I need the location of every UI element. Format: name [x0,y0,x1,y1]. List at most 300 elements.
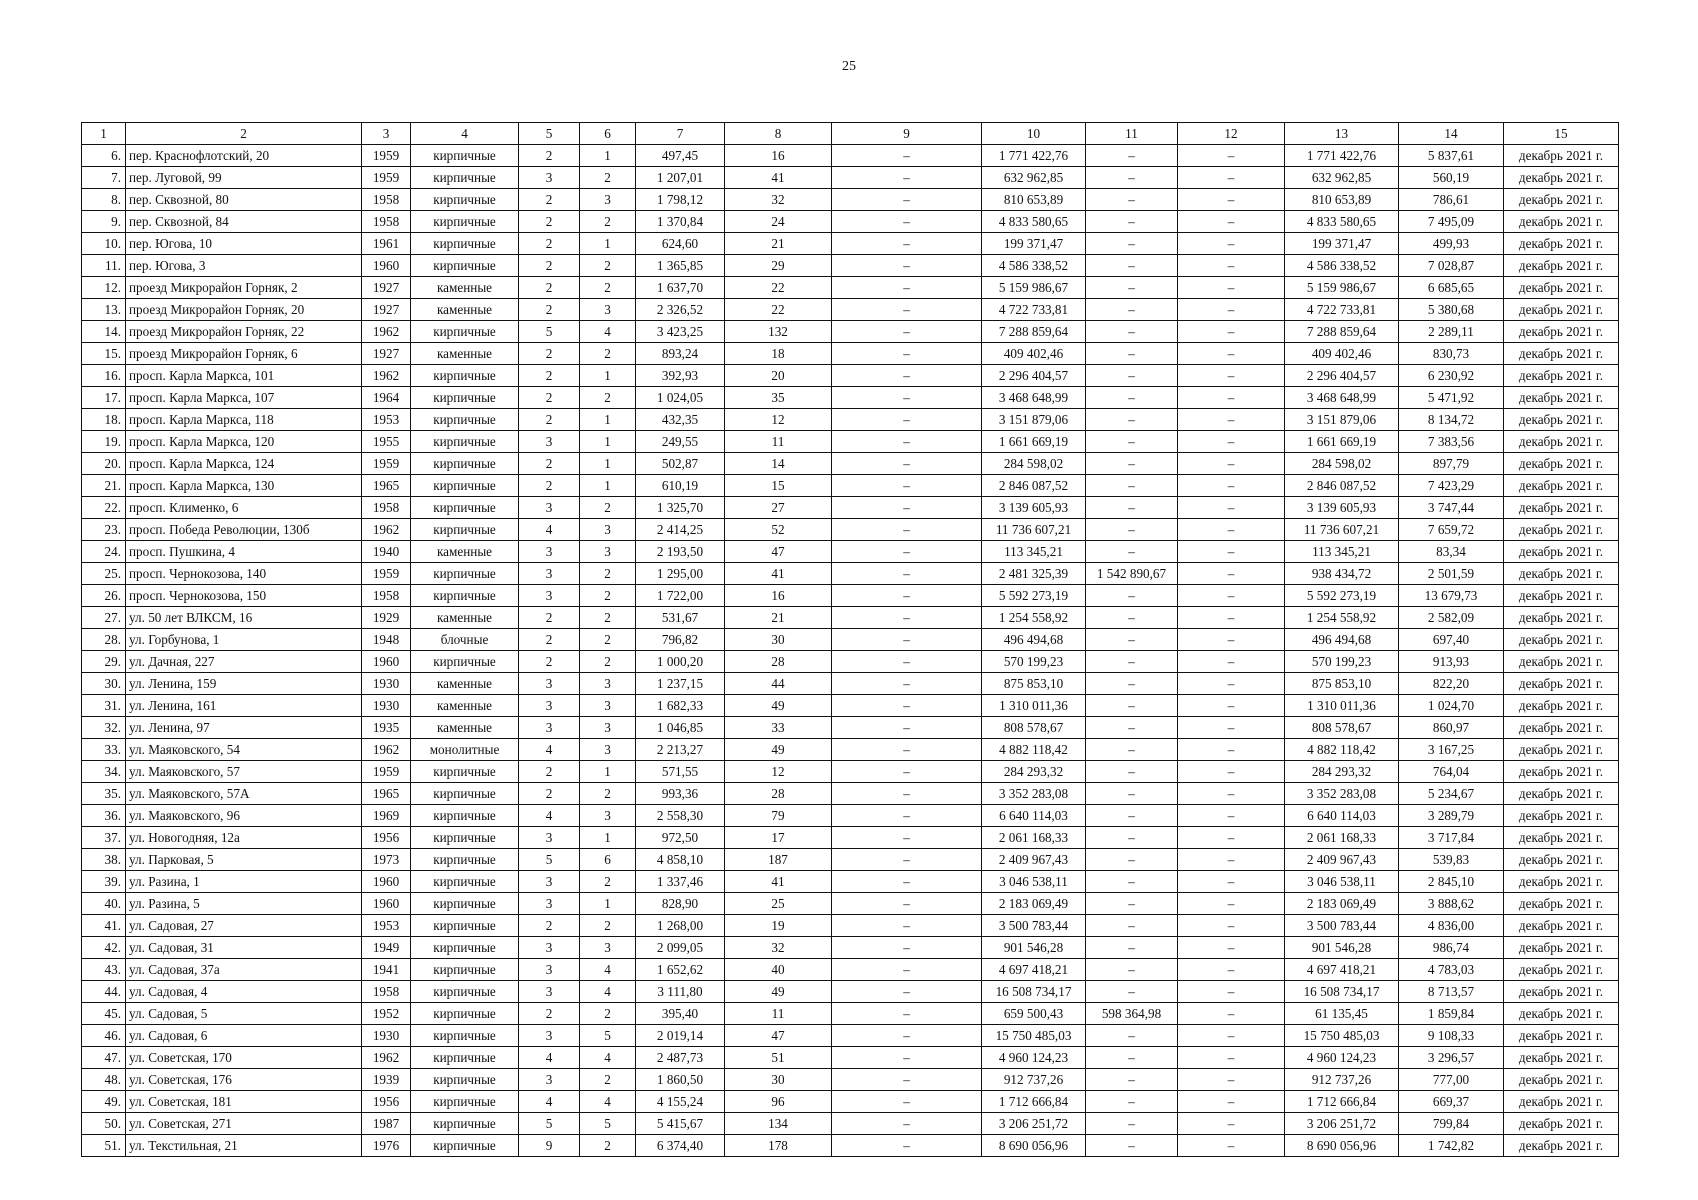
page-number: 25 [842,59,856,74]
table-row [82,849,1619,871]
cell-row-number: 7. [82,167,126,189]
cell-col-12: – [1178,761,1285,783]
cell-col-13: 284 598,02 [1285,453,1399,475]
cell-col-9: – [832,277,982,299]
table-row [82,299,1619,321]
cell-entrances: 6 [580,849,636,871]
cell-row-number: 20. [82,453,126,475]
cell-col-14: 860,97 [1399,717,1504,739]
cell-address: ул. Маяковского, 54 [126,739,362,761]
cell-col-11: – [1086,475,1178,497]
cell-floors: 2 [519,453,580,475]
cell-col-9: – [832,805,982,827]
cell-deadline: декабрь 2021 г. [1504,783,1619,805]
cell-col-11: – [1086,409,1178,431]
cell-area: 4 155,24 [636,1091,725,1113]
cell-col-11: – [1086,871,1178,893]
cell-col-10: 875 853,10 [982,673,1086,695]
cell-wall-material: кирпичные [411,519,519,541]
table-row [82,255,1619,277]
cell-row-number: 24. [82,541,126,563]
table-row [82,893,1619,915]
cell-row-number: 30. [82,673,126,695]
cell-wall-material: кирпичные [411,651,519,673]
cell-address: ул. Садовая, 4 [126,981,362,1003]
cell-address: просп. Чернокозова, 140 [126,563,362,585]
cell-entrances: 3 [580,717,636,739]
cell-col-11: – [1086,717,1178,739]
cell-entrances: 2 [580,607,636,629]
cell-col-13: 8 690 056,96 [1285,1135,1399,1157]
cell-col-14: 1 859,84 [1399,1003,1504,1025]
cell-col-12: – [1178,915,1285,937]
cell-entrances: 2 [580,629,636,651]
cell-row-number: 17. [82,387,126,409]
cell-col-13: 632 962,85 [1285,167,1399,189]
table-row [82,783,1619,805]
cell-year-built: 1965 [362,783,411,805]
cell-address: ул. Советская, 181 [126,1091,362,1113]
cell-row-number: 37. [82,827,126,849]
cell-col-9: – [832,783,982,805]
cell-col-11: – [1086,783,1178,805]
cell-col-11: – [1086,1091,1178,1113]
cell-floors: 4 [519,805,580,827]
cell-residents: 11 [725,431,832,453]
cell-col-10: 901 546,28 [982,937,1086,959]
cell-floors: 3 [519,871,580,893]
cell-col-12: – [1178,585,1285,607]
cell-col-14: 5 471,92 [1399,387,1504,409]
cell-deadline: декабрь 2021 г. [1504,1047,1619,1069]
cell-entrances: 3 [580,937,636,959]
cell-year-built: 1953 [362,409,411,431]
table-row [82,233,1619,255]
cell-residents: 51 [725,1047,832,1069]
cell-col-9: – [832,475,982,497]
cell-area: 2 099,05 [636,937,725,959]
cell-year-built: 1958 [362,497,411,519]
cell-col-11: – [1086,167,1178,189]
cell-col-10: 15 750 485,03 [982,1025,1086,1047]
cell-col-14: 3 289,79 [1399,805,1504,827]
cell-deadline: декабрь 2021 г. [1504,1003,1619,1025]
cell-area: 624,60 [636,233,725,255]
cell-col-12: – [1178,607,1285,629]
cell-wall-material: кирпичные [411,1113,519,1135]
cell-deadline: декабрь 2021 г. [1504,805,1619,827]
cell-year-built: 1969 [362,805,411,827]
cell-col-13: 409 402,46 [1285,343,1399,365]
cell-col-14: 764,04 [1399,761,1504,783]
cell-residents: 52 [725,519,832,541]
cell-address: просп. Победа Революции, 130б [126,519,362,541]
cell-entrances: 1 [580,409,636,431]
cell-area: 1 000,20 [636,651,725,673]
cell-col-10: 1 661 669,19 [982,431,1086,453]
table-row [82,937,1619,959]
cell-entrances: 1 [580,233,636,255]
cell-col-10: 4 882 118,42 [982,739,1086,761]
cell-residents: 33 [725,717,832,739]
cell-wall-material: кирпичные [411,233,519,255]
cell-deadline: декабрь 2021 г. [1504,497,1619,519]
cell-col-9: – [832,519,982,541]
cell-col-12: – [1178,145,1285,167]
cell-wall-material: кирпичные [411,365,519,387]
cell-entrances: 2 [580,387,636,409]
cell-entrances: 2 [580,651,636,673]
cell-residents: 49 [725,739,832,761]
cell-year-built: 1939 [362,1069,411,1091]
cell-address: проезд Микрорайон Горняк, 6 [126,343,362,365]
column-header-14: 14 [1399,123,1504,145]
table-row [82,365,1619,387]
cell-col-13: 2 846 087,52 [1285,475,1399,497]
cell-residents: 28 [725,651,832,673]
cell-wall-material: блочные [411,629,519,651]
cell-wall-material: кирпичные [411,585,519,607]
cell-wall-material: кирпичные [411,387,519,409]
cell-deadline: декабрь 2021 г. [1504,321,1619,343]
cell-row-number: 43. [82,959,126,981]
cell-col-9: – [832,761,982,783]
cell-col-14: 897,79 [1399,453,1504,475]
cell-col-9: – [832,827,982,849]
cell-col-10: 2 183 069,49 [982,893,1086,915]
cell-year-built: 1962 [362,519,411,541]
cell-col-10: 632 962,85 [982,167,1086,189]
cell-col-12: – [1178,343,1285,365]
cell-row-number: 45. [82,1003,126,1025]
cell-col-9: – [832,849,982,871]
cell-col-11: – [1086,365,1178,387]
cell-address: ул. Советская, 170 [126,1047,362,1069]
cell-wall-material: кирпичные [411,937,519,959]
cell-col-13: 4 833 580,65 [1285,211,1399,233]
cell-col-14: 3 747,44 [1399,497,1504,519]
cell-row-number: 18. [82,409,126,431]
cell-col-12: – [1178,211,1285,233]
cell-entrances: 5 [580,1113,636,1135]
cell-col-14: 499,93 [1399,233,1504,255]
cell-address: ул. Ленина, 161 [126,695,362,717]
cell-area: 2 213,27 [636,739,725,761]
cell-col-9: – [832,1025,982,1047]
cell-col-12: – [1178,1091,1285,1113]
cell-col-13: 113 345,21 [1285,541,1399,563]
cell-floors: 5 [519,849,580,871]
cell-wall-material: каменные [411,541,519,563]
cell-wall-material: кирпичные [411,761,519,783]
cell-col-13: 808 578,67 [1285,717,1399,739]
cell-col-11: – [1086,255,1178,277]
cell-address: ул. Дачная, 227 [126,651,362,673]
cell-col-10: 4 833 580,65 [982,211,1086,233]
table-row [82,1135,1619,1157]
cell-deadline: декабрь 2021 г. [1504,959,1619,981]
cell-deadline: декабрь 2021 г. [1504,849,1619,871]
cell-row-number: 49. [82,1091,126,1113]
cell-col-9: – [832,541,982,563]
table-row [82,695,1619,717]
cell-area: 2 193,50 [636,541,725,563]
cell-col-9: – [832,1091,982,1113]
table-row [82,189,1619,211]
cell-row-number: 48. [82,1069,126,1091]
cell-area: 6 374,40 [636,1135,725,1157]
cell-col-13: 3 151 879,06 [1285,409,1399,431]
cell-col-14: 669,37 [1399,1091,1504,1113]
cell-col-11: – [1086,1135,1178,1157]
cell-area: 1 325,70 [636,497,725,519]
cell-deadline: декабрь 2021 г. [1504,981,1619,1003]
cell-col-10: 3 352 283,08 [982,783,1086,805]
cell-col-10: 4 697 418,21 [982,959,1086,981]
cell-row-number: 8. [82,189,126,211]
table-row [82,673,1619,695]
cell-col-12: – [1178,629,1285,651]
cell-col-11: – [1086,1069,1178,1091]
cell-col-12: – [1178,673,1285,695]
cell-area: 1 237,15 [636,673,725,695]
cell-col-10: 4 586 338,52 [982,255,1086,277]
cell-col-10: 810 653,89 [982,189,1086,211]
cell-col-12: – [1178,497,1285,519]
cell-year-built: 1965 [362,475,411,497]
cell-entrances: 2 [580,783,636,805]
cell-wall-material: кирпичные [411,453,519,475]
cell-address: просп. Карла Маркса, 130 [126,475,362,497]
cell-deadline: декабрь 2021 г. [1504,739,1619,761]
housing-table [81,122,1619,1157]
cell-area: 1 370,84 [636,211,725,233]
cell-residents: 41 [725,167,832,189]
cell-entrances: 1 [580,475,636,497]
cell-deadline: декабрь 2021 г. [1504,1135,1619,1157]
cell-row-number: 27. [82,607,126,629]
cell-col-12: – [1178,563,1285,585]
cell-floors: 2 [519,343,580,365]
cell-col-12: – [1178,409,1285,431]
cell-address: ул. Садовая, 6 [126,1025,362,1047]
cell-area: 395,40 [636,1003,725,1025]
column-header-5: 5 [519,123,580,145]
table-row [82,629,1619,651]
cell-col-13: 1 310 011,36 [1285,695,1399,717]
cell-deadline: декабрь 2021 г. [1504,277,1619,299]
cell-area: 249,55 [636,431,725,453]
cell-col-11: – [1086,761,1178,783]
cell-year-built: 1949 [362,937,411,959]
cell-col-14: 2 501,59 [1399,563,1504,585]
cell-col-11: – [1086,1025,1178,1047]
cell-wall-material: кирпичные [411,497,519,519]
cell-row-number: 29. [82,651,126,673]
cell-wall-material: кирпичные [411,805,519,827]
cell-wall-material: монолитные [411,739,519,761]
cell-wall-material: каменные [411,343,519,365]
cell-col-13: 5 159 986,67 [1285,277,1399,299]
cell-residents: 16 [725,145,832,167]
cell-col-10: 2 061 168,33 [982,827,1086,849]
cell-col-12: – [1178,893,1285,915]
cell-col-12: – [1178,1047,1285,1069]
cell-deadline: декабрь 2021 г. [1504,651,1619,673]
cell-residents: 20 [725,365,832,387]
cell-col-12: – [1178,871,1285,893]
cell-wall-material: кирпичные [411,959,519,981]
table-row [82,387,1619,409]
cell-year-built: 1956 [362,827,411,849]
cell-floors: 4 [519,739,580,761]
cell-col-10: 284 598,02 [982,453,1086,475]
cell-wall-material: кирпичные [411,321,519,343]
cell-col-11: – [1086,651,1178,673]
cell-year-built: 1953 [362,915,411,937]
cell-residents: 132 [725,321,832,343]
cell-col-10: 284 293,32 [982,761,1086,783]
cell-residents: 12 [725,409,832,431]
cell-row-number: 10. [82,233,126,255]
cell-col-13: 3 468 648,99 [1285,387,1399,409]
cell-col-13: 1 661 669,19 [1285,431,1399,453]
cell-row-number: 11. [82,255,126,277]
cell-col-11: – [1086,805,1178,827]
cell-year-built: 1973 [362,849,411,871]
cell-wall-material: кирпичные [411,167,519,189]
cell-wall-material: каменные [411,717,519,739]
cell-deadline: декабрь 2021 г. [1504,431,1619,453]
cell-year-built: 1959 [362,453,411,475]
cell-area: 1 798,12 [636,189,725,211]
cell-floors: 2 [519,651,580,673]
cell-col-10: 2 481 325,39 [982,563,1086,585]
table-row [82,717,1619,739]
cell-row-number: 32. [82,717,126,739]
cell-col-14: 8 134,72 [1399,409,1504,431]
cell-col-14: 697,40 [1399,629,1504,651]
cell-col-10: 3 468 648,99 [982,387,1086,409]
cell-col-12: – [1178,805,1285,827]
cell-col-11: 598 364,98 [1086,1003,1178,1025]
table-row [82,651,1619,673]
column-header-15: 15 [1504,123,1619,145]
cell-residents: 35 [725,387,832,409]
cell-wall-material: кирпичные [411,893,519,915]
cell-area: 1 207,01 [636,167,725,189]
cell-col-10: 1 310 011,36 [982,695,1086,717]
cell-deadline: декабрь 2021 г. [1504,189,1619,211]
table-row [82,211,1619,233]
table-row [82,541,1619,563]
cell-year-built: 1960 [362,871,411,893]
table-row [82,145,1619,167]
cell-col-9: – [832,453,982,475]
cell-col-13: 912 737,26 [1285,1069,1399,1091]
cell-col-11: – [1086,607,1178,629]
cell-area: 2 414,25 [636,519,725,541]
cell-col-12: – [1178,783,1285,805]
cell-address: ул. Садовая, 5 [126,1003,362,1025]
cell-year-built: 1964 [362,387,411,409]
cell-row-number: 6. [82,145,126,167]
cell-wall-material: кирпичные [411,827,519,849]
cell-row-number: 13. [82,299,126,321]
cell-col-11: – [1086,585,1178,607]
cell-col-10: 659 500,43 [982,1003,1086,1025]
cell-col-12: – [1178,651,1285,673]
cell-col-10: 409 402,46 [982,343,1086,365]
cell-col-10: 113 345,21 [982,541,1086,563]
cell-col-11: – [1086,673,1178,695]
cell-floors: 9 [519,1135,580,1157]
cell-col-10: 6 640 114,03 [982,805,1086,827]
cell-floors: 3 [519,167,580,189]
cell-address: ул. Маяковского, 96 [126,805,362,827]
cell-wall-material: кирпичные [411,145,519,167]
cell-col-10: 5 592 273,19 [982,585,1086,607]
cell-area: 497,45 [636,145,725,167]
cell-year-built: 1927 [362,299,411,321]
cell-row-number: 40. [82,893,126,915]
cell-row-number: 39. [82,871,126,893]
cell-deadline: декабрь 2021 г. [1504,145,1619,167]
cell-col-9: – [832,255,982,277]
cell-area: 2 558,30 [636,805,725,827]
cell-deadline: декабрь 2021 г. [1504,233,1619,255]
cell-floors: 3 [519,981,580,1003]
cell-col-9: – [832,937,982,959]
cell-col-13: 875 853,10 [1285,673,1399,695]
cell-col-13: 4 960 124,23 [1285,1047,1399,1069]
cell-wall-material: кирпичные [411,783,519,805]
cell-entrances: 2 [580,915,636,937]
cell-residents: 41 [725,871,832,893]
cell-deadline: декабрь 2021 г. [1504,453,1619,475]
cell-row-number: 26. [82,585,126,607]
table-row [82,739,1619,761]
cell-col-12: – [1178,299,1285,321]
cell-residents: 49 [725,981,832,1003]
cell-col-13: 1 712 666,84 [1285,1091,1399,1113]
cell-col-11: – [1086,893,1178,915]
cell-col-14: 5 234,67 [1399,783,1504,805]
cell-residents: 14 [725,453,832,475]
column-header-9: 9 [832,123,982,145]
cell-col-13: 3 206 251,72 [1285,1113,1399,1135]
cell-area: 3 423,25 [636,321,725,343]
table-body [82,145,1619,1157]
cell-wall-material: кирпичные [411,981,519,1003]
table-row [82,431,1619,453]
cell-deadline: декабрь 2021 г. [1504,343,1619,365]
cell-row-number: 51. [82,1135,126,1157]
cell-address: ул. Разина, 5 [126,893,362,915]
cell-col-14: 986,74 [1399,937,1504,959]
cell-row-number: 23. [82,519,126,541]
cell-year-built: 1962 [362,321,411,343]
cell-col-13: 496 494,68 [1285,629,1399,651]
cell-year-built: 1927 [362,277,411,299]
cell-col-11: – [1086,497,1178,519]
cell-area: 610,19 [636,475,725,497]
cell-year-built: 1962 [362,739,411,761]
cell-area: 1 046,85 [636,717,725,739]
cell-col-12: – [1178,1113,1285,1135]
cell-year-built: 1940 [362,541,411,563]
cell-col-9: – [832,497,982,519]
